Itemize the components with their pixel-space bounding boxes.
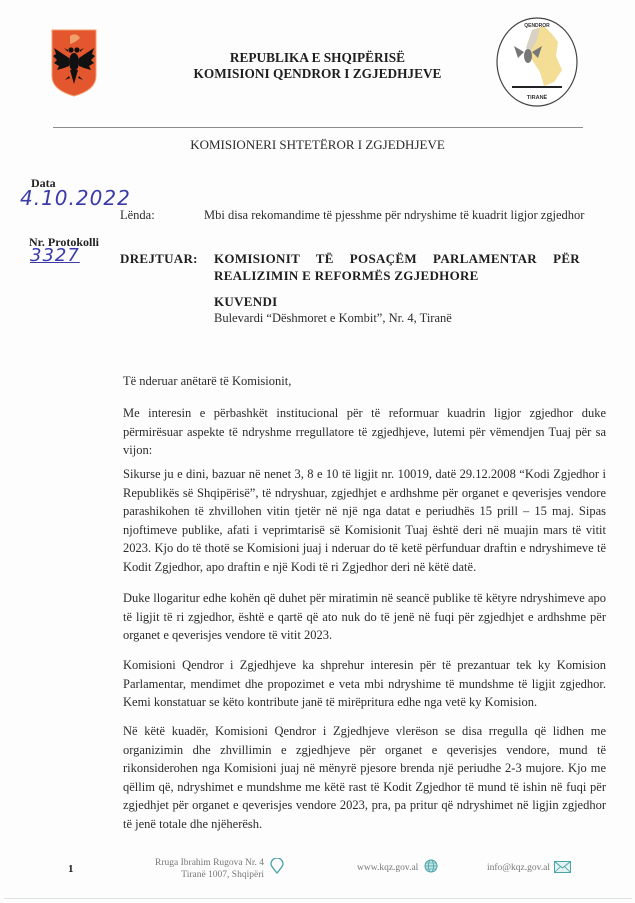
protocol-number-handwritten: 3327 (30, 245, 80, 266)
globe-icon (424, 859, 438, 878)
addressee-institution: KUVENDI (214, 294, 278, 309)
salutation (123, 372, 606, 391)
commission-name: KOMISIONI QENDROR I ZGJEDHJEVE (193, 66, 442, 81)
paragraph-4 (123, 656, 606, 712)
page-number: 1 (68, 863, 74, 875)
paragraph-text: Komisioni Qendror i Zgjedhjeve ka shprehur interesin për të prezantuar tek ky Komision Parlamentar, mendimet dhe propozimet e veta mbi ndryshime të mundshme të ligjit zgjedhor. Kemi konstatuar se këto kontribute janë të mirëpritura edhe nga vetë ky Komision. (123, 658, 606, 710)
envelope-icon (554, 860, 571, 878)
department-title: KOMISIONERI SHTETËROR I ZGJEDHJEVE (190, 137, 445, 152)
date-handwritten: 4.10.2022 (20, 186, 131, 210)
footer-website-link[interactable]: www.kqz.gov.al (357, 863, 419, 873)
paragraph-5 (123, 722, 606, 834)
addressee-line-1: KOMISIONIT TË POSAÇËM PARLAMENTAR PËR (214, 251, 580, 266)
footer-email-link[interactable]: info@kqz.gov.al (487, 863, 551, 873)
paragraph-text: Duke llogaritur edhe kohën që duhet për miratimin në seancë publike të këtyre ndryshimeve apo të ligjit të ri zgjedhor, është e qartë që ato nuk do të jenë në fuqi për zgjedhjet e ardhshme për organet e qeverisjes vendore të vitit 2023. (123, 591, 606, 643)
paragraph-3 (123, 589, 606, 645)
seal-ring-text: QENDROR (524, 23, 550, 29)
footer-address-line-2: Tiranë 1007, Shqipëri (181, 870, 264, 880)
location-pin-icon (270, 858, 284, 879)
paragraph-1 (123, 404, 606, 460)
subject-label: Lënda: (120, 208, 155, 222)
footer-address (140, 857, 264, 881)
paragraph-text: Në këtë kuadër, Komisioni Qendror i Zgjedhjeve vlerëson se disa rregulla që lidhen me organizimin dhe zhvillimin e zgjedhjeve për organet e qeverisjes vendore, mund të rikonsiderohen nga Komisioni juaj në mënyrë pjesore brenda një periudhe 2-3 mujore. Kjo me qëllim që, ndryshimet e mundshme me këtë rast të Kodit Zgjedhor të mund të ishin në fuqi për zgjedhjet për organet e qeverisjes vendore 2023, pra, pa pritur që ndryshimet në ligjin zgjedhor të jenë totale dhe njëherësh. (123, 724, 606, 831)
paragraph-2 (123, 465, 606, 577)
kqz-seal-icon (492, 12, 582, 112)
subject-text: Mbi disa rekomandime të pjesshme për ndryshime të kuadrit ligjor zgjedhor (204, 208, 585, 222)
republic-name: REPUBLIKA E SHQIPËRISË (229, 50, 406, 65)
salutation-text: Të nderuar anëtarë të Komisionit, (123, 374, 292, 388)
addressee-line-2: REALIZIMIN E REFORMËS ZGJEDHORE (214, 268, 479, 283)
addressee-label: DREJTUAR: (120, 251, 198, 266)
header-divider (53, 127, 583, 128)
date-label: Data (31, 176, 56, 190)
seal-city: TIRANË (526, 95, 548, 101)
footer-divider (4, 898, 632, 899)
paragraph-text: Sikurse ju e dini, bazuar në nenet 3, 8 e 10 të ligjit nr. 10019, datë 29.12.2008 “Kodi Zgjedhor i Republikës së Shqipërisë”, të ndryshuar, zgjedhjet e ardhshme për organet e qeverisjes vendore parashikohen të zhvillohen vitin tjetër në një nga datat e periudhës 15 prill – 15 maj. Sipas njoftimeve publike, afati i veprimtarisë së Komisionit Tuaj është deri në muajin mars të vitit 2023. Kjo do të thotë se Komisioni juaj i nderuar do të ketë përfunduar draftin e ndryshimeve të Kodit Zgjedhor, apo draftin e një Kodi të ri Zgjedhor deri në këtë datë. (123, 467, 606, 574)
addressee-address: Bulevardi “Dëshmoret e Kombit”, Nr. 4, Tiranë (214, 311, 452, 325)
paragraph-text: Me interesin e përbashkët institucional për të reformuar kuadrin ligjor zgjedhor duke përmirësuar aspekte të ndryshme rregullatore të zgjedhjeve, lutemi për vëmendjen Tuaj për sa vijon: (123, 406, 606, 458)
protocol-label: Nr. Protokolli (29, 235, 100, 249)
footer-address-line-1: Rruga Ibrahim Rugova Nr. 4 (155, 858, 264, 868)
